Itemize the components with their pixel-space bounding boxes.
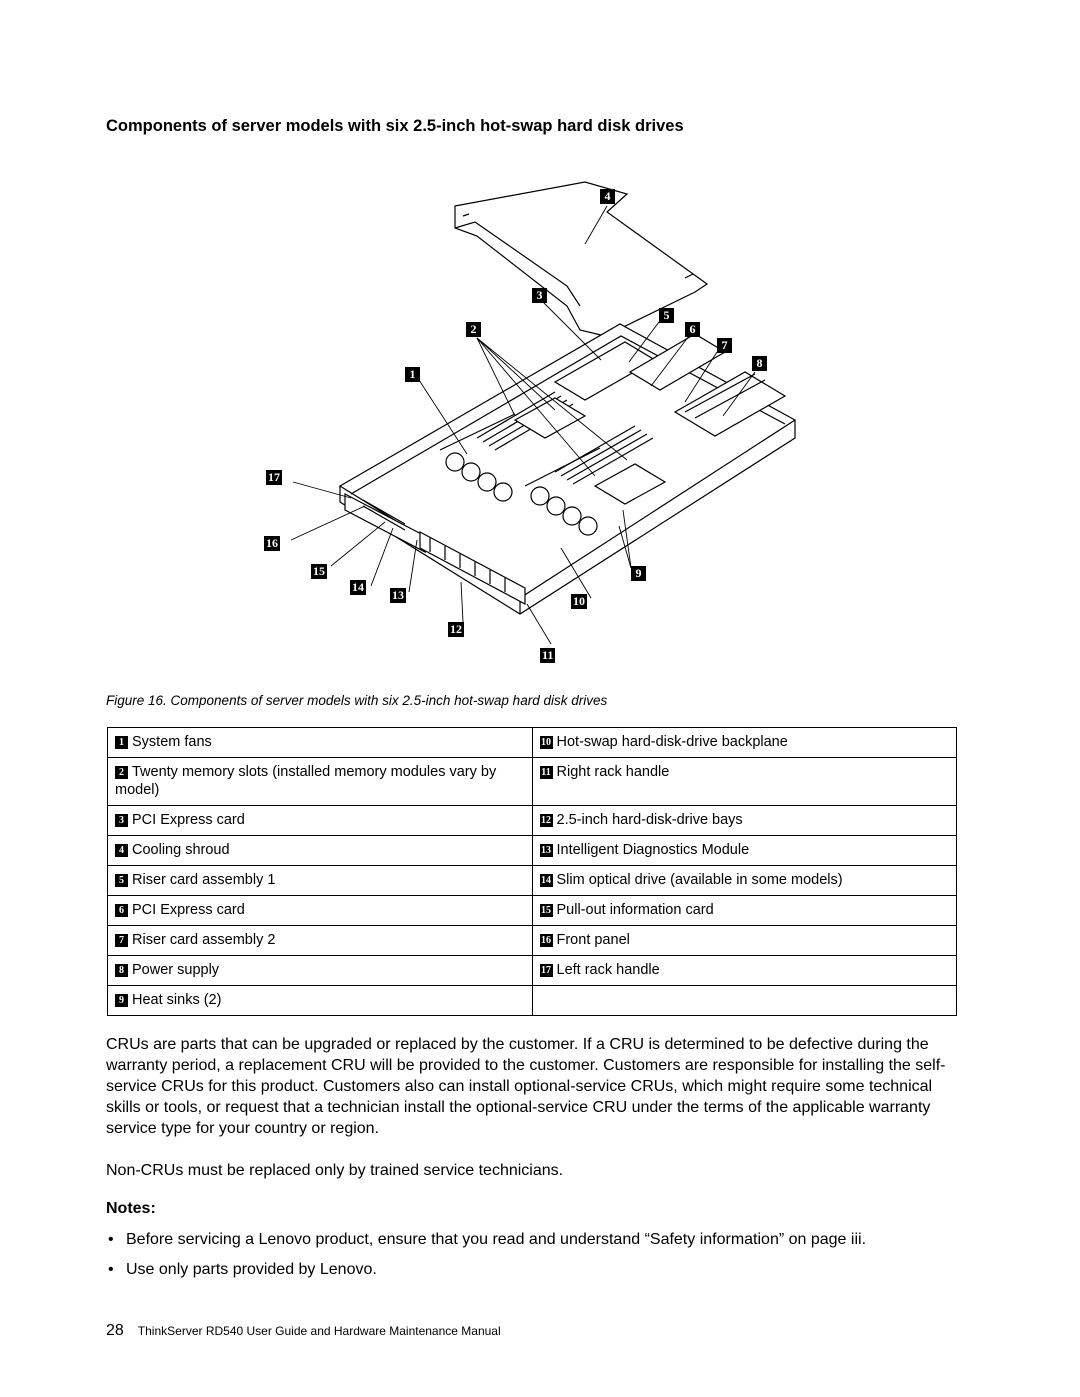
callout-badge: 17 [541,965,551,976]
component-label: 2.5-inch hard-disk-drive bays [556,812,743,828]
callout-4: 4 [600,189,615,204]
page-footer [106,1322,501,1340]
callout-badge: 8 [115,964,128,977]
callout-badge: 4 [115,844,128,857]
callout-11: 11 [542,648,554,662]
table-row [108,926,957,956]
callout-badge: 2 [115,766,128,779]
table-cell [108,896,533,926]
component-label: Power supply [132,962,220,978]
table-row [108,728,957,758]
callout-badge: 12 [541,815,551,826]
cru-paragraph: CRUs are parts that can be upgraded or replaced by the customer. If a CRU is determined to be defective during the warranty period, a replacement CRU will be provided to the customer. Customers are responsible for installing the self-service CRUs for this product. Customers also can install optional-service CRUs, which might require some technical skills or tools, or request that a technician install the optional-service CRU under the terms of the applicable warranty service type for your country or region. [106,1036,946,1137]
table-row [108,758,957,806]
table-cell [108,758,533,806]
callout-badge: 11 [541,767,551,778]
server-illustration [255,176,825,676]
table-row [108,956,957,986]
server-components-figure [255,176,825,676]
callout-13: 13 [392,588,404,602]
callout-badge: 7 [115,934,128,947]
section-heading: Components of server models with six 2.5-inch hot-swap hard disk drives [106,117,684,135]
callout-17: 17 [268,470,280,484]
notes-list [106,1229,976,1289]
component-label: PCI Express card [132,812,245,828]
table-row [108,836,957,866]
callout-16: 16 [266,536,278,550]
component-label: Right rack handle [556,764,670,780]
non-cru-paragraph: Non-CRUs must be replaced only by trained service technicians. [106,1162,564,1179]
table-cell [108,806,533,836]
callout-badge: 5 [115,874,128,887]
callout-badge: 10 [541,737,551,748]
table-cell [532,806,957,836]
callout-9: 9 [631,566,646,581]
callout-1: 1 [405,367,420,382]
callout-6: 6 [685,322,700,337]
component-label: Riser card assembly 1 [132,872,276,888]
table-cell [532,866,957,896]
table-cell [532,956,957,986]
callout-5: 5 [659,308,674,323]
note-item: • Use only parts provided by Lenovo. [106,1259,976,1280]
callout-badge: 14 [541,875,551,886]
manual-title: ThinkServer RD540 User Guide and Hardware Maintenance Manual [137,1324,501,1338]
callout-10: 10 [573,594,585,608]
component-label: Front panel [556,932,630,948]
table-cell [108,728,533,758]
component-label: Cooling shroud [132,842,230,858]
callout-2: 2 [466,322,481,337]
figure-caption: Figure 16. Components of server models with six 2.5-inch hot-swap hard disk drives [106,693,608,708]
table-row [108,986,957,1016]
table-cell [108,926,533,956]
callout-badge: 9 [115,994,128,1007]
notes-title: Notes: [106,1200,156,1217]
component-label: System fans [132,734,212,750]
callout-3: 3 [532,288,547,303]
component-label: Intelligent Diagnostics Module [556,842,750,858]
component-label: Left rack handle [556,962,660,978]
callout-badge: 6 [115,904,128,917]
callout-badge: 1 [115,736,128,749]
table-cell [532,836,957,866]
callout-badge: 16 [541,935,551,946]
callout-7: 7 [717,338,732,353]
callout-14: 14 [352,580,364,594]
table-cell [532,758,957,806]
table-cell [532,986,957,1016]
callout-badge: 3 [115,814,128,827]
table-cell [108,956,533,986]
table-cell [532,926,957,956]
component-label: Hot-swap hard-disk-drive backplane [556,734,788,750]
callout-15: 15 [313,564,325,578]
table-cell [108,866,533,896]
table-cell [532,728,957,758]
page-number: 28 [106,1322,124,1339]
table-row [108,896,957,926]
callout-8: 8 [752,356,767,371]
callout-12: 12 [450,622,462,636]
note-item: • Before servicing a Lenovo product, ensure that you read and understand “Safety information” on page iii. [106,1229,976,1250]
table-cell [108,986,533,1016]
table-cell [532,896,957,926]
table-row [108,866,957,896]
component-label: PCI Express card [132,902,245,918]
component-label: Slim optical drive (available in some models) [556,872,843,888]
callout-badge: 15 [541,905,551,916]
component-label: Pull-out information card [556,902,714,918]
component-label: Riser card assembly 2 [132,932,276,948]
component-label: Heat sinks (2) [132,992,222,1008]
component-label: Twenty memory slots (installed memory modules vary by model) [115,764,497,798]
components-table [107,727,957,1016]
table-row [108,806,957,836]
table-cell [108,836,533,866]
callout-badge: 13 [541,845,551,856]
